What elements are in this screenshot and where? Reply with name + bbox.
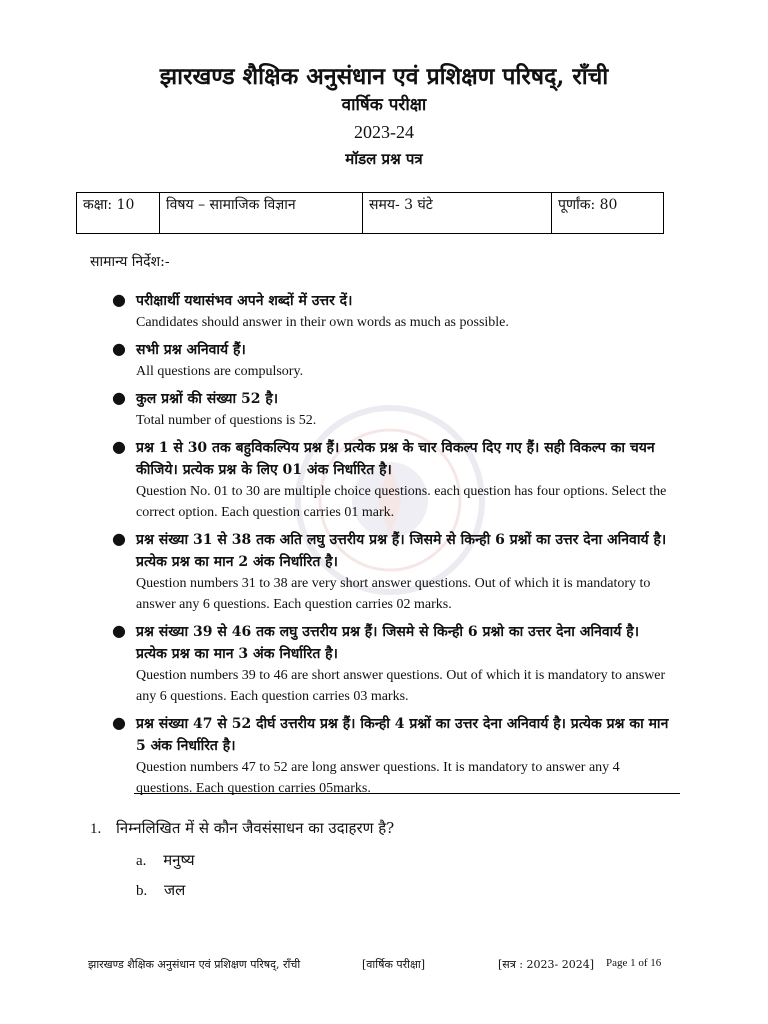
general-instructions-heading: सामान्य निर्देश:- [90,254,170,270]
class-cell: कक्षा: 10 [77,193,160,234]
option-b [136,880,185,900]
exam-info-table [76,192,664,234]
bullet-icon: ● [112,290,126,309]
option-a [136,850,195,870]
footer-org: झारखण्ड शैक्षिक अनुसंधान एवं प्रशिक्षण परिषद्, राँची [88,958,301,971]
option-label: a. [136,853,147,869]
instruction-item [112,437,672,523]
instruction-english: Question No. 01 to 30 are multiple choice questions. each question has four options. Select the correct option. Each question carries 01 mark. [136,484,667,520]
option-label: b. [136,883,148,899]
academic-year: 2023-24 [354,122,414,142]
time-cell: समय- 3 घंटे [363,193,552,234]
bullet-icon: ● [112,713,126,732]
instruction-item [112,388,672,431]
paper-type: मॉडल प्रश्न पत्र [345,150,423,168]
subject-cell: विषय – सामाजिक विज्ञान [160,193,363,234]
instruction-hindi: प्रश्न 1 से 30 तक बहुविकल्पिय प्रश्न हैं। प्रत्येक प्रश्न के चार विकल्प दिए गए हैं। सही विकल्प का चयन कीजिये। प्रत्येक प्रश्न के लिए 01 अंक निर्धारित है। [136,440,655,478]
instruction-english: Question numbers 47 to 52 are long answer questions. It is mandatory to answer any 4 questions. Each question carries 05marks. [136,760,620,796]
footer-exam: [वार्षिक परीक्षा] [362,958,426,971]
instruction-english: Question numbers 39 to 46 are short answer questions. Out of which it is mandatory to answer any 6 questions. Each question carries 03 marks. [136,668,666,704]
instruction-hindi: प्रश्न संख्या 39 से 46 तक लघु उत्तरीय प्रश्न हैं। जिसमे से किन्ही 6 प्रश्नो का उत्तर देना अनिवार्य है। प्रत्येक प्रश्न का मान 3 अंक निर्धारित है। [136,624,640,662]
council-title: झारखण्ड शैक्षिक अनुसंधान एवं प्रशिक्षण परिषद्, राँची [159,63,609,90]
bullet-icon: ● [112,437,126,456]
option-text: जल [164,881,186,899]
question-number: 1. [90,821,102,837]
instruction-hindi: सभी प्रश्न अनिवार्य हैं। [136,342,246,358]
option-text: मनुष्य [163,851,195,869]
document-header [0,62,768,172]
instruction-english: Total number of questions is 52. [136,413,317,428]
instructions-list [112,290,672,805]
instruction-item [112,621,672,707]
exam-name: वार्षिक परीक्षा [341,95,427,115]
bullet-icon: ● [112,529,126,548]
footer-page-number: Page 1 of 16 [606,957,662,969]
instruction-hindi: प्रश्न संख्या 31 से 38 तक अति लघु उत्तरीय प्रश्न हैं। जिसमे से किन्ही 6 प्रश्नों का उत्तर देना अनिवार्य है। प्रत्येक प्रश्न का मान 2 अंक निर्धारित है। [136,532,667,570]
bullet-icon: ● [112,388,126,407]
bullet-icon: ● [112,339,126,358]
section-divider [134,793,680,794]
marks-cell: पूर्णांक: 80 [552,193,664,234]
question-text: निम्नलिखित में से कौन जैवसंसाधन का उदाहरण है? [116,819,395,837]
instruction-english: All questions are compulsory. [136,364,304,379]
instruction-item [112,529,672,615]
instruction-english: Candidates should answer in their own words as much as possible. [136,315,509,330]
instruction-hindi: परीक्षार्थी यथासंभव अपने शब्दों में उत्तर दें। [136,293,353,309]
question-1 [90,818,394,838]
instruction-english: Question numbers 31 to 38 are very short answer questions. Out of which it is mandatory to answer any 6 questions. Each question carries 02 marks. [136,576,651,612]
instruction-item [112,339,672,382]
instruction-item [112,713,672,799]
instruction-hindi: कुल प्रश्नों की संख्या 52 है। [136,391,279,407]
footer-session: [सत्र : 2023- 2024] [498,958,594,971]
bullet-icon: ● [112,621,126,640]
instruction-hindi: प्रश्न संख्या 47 से 52 दीर्घ उत्तरीय प्रश्न हैं। किन्ही 4 प्रश्नों का उत्तर देना अनिवार्य है। प्रत्येक प्रश्न का मान 5 अंक निर्धारित है। [136,716,669,754]
instruction-item [112,290,672,333]
